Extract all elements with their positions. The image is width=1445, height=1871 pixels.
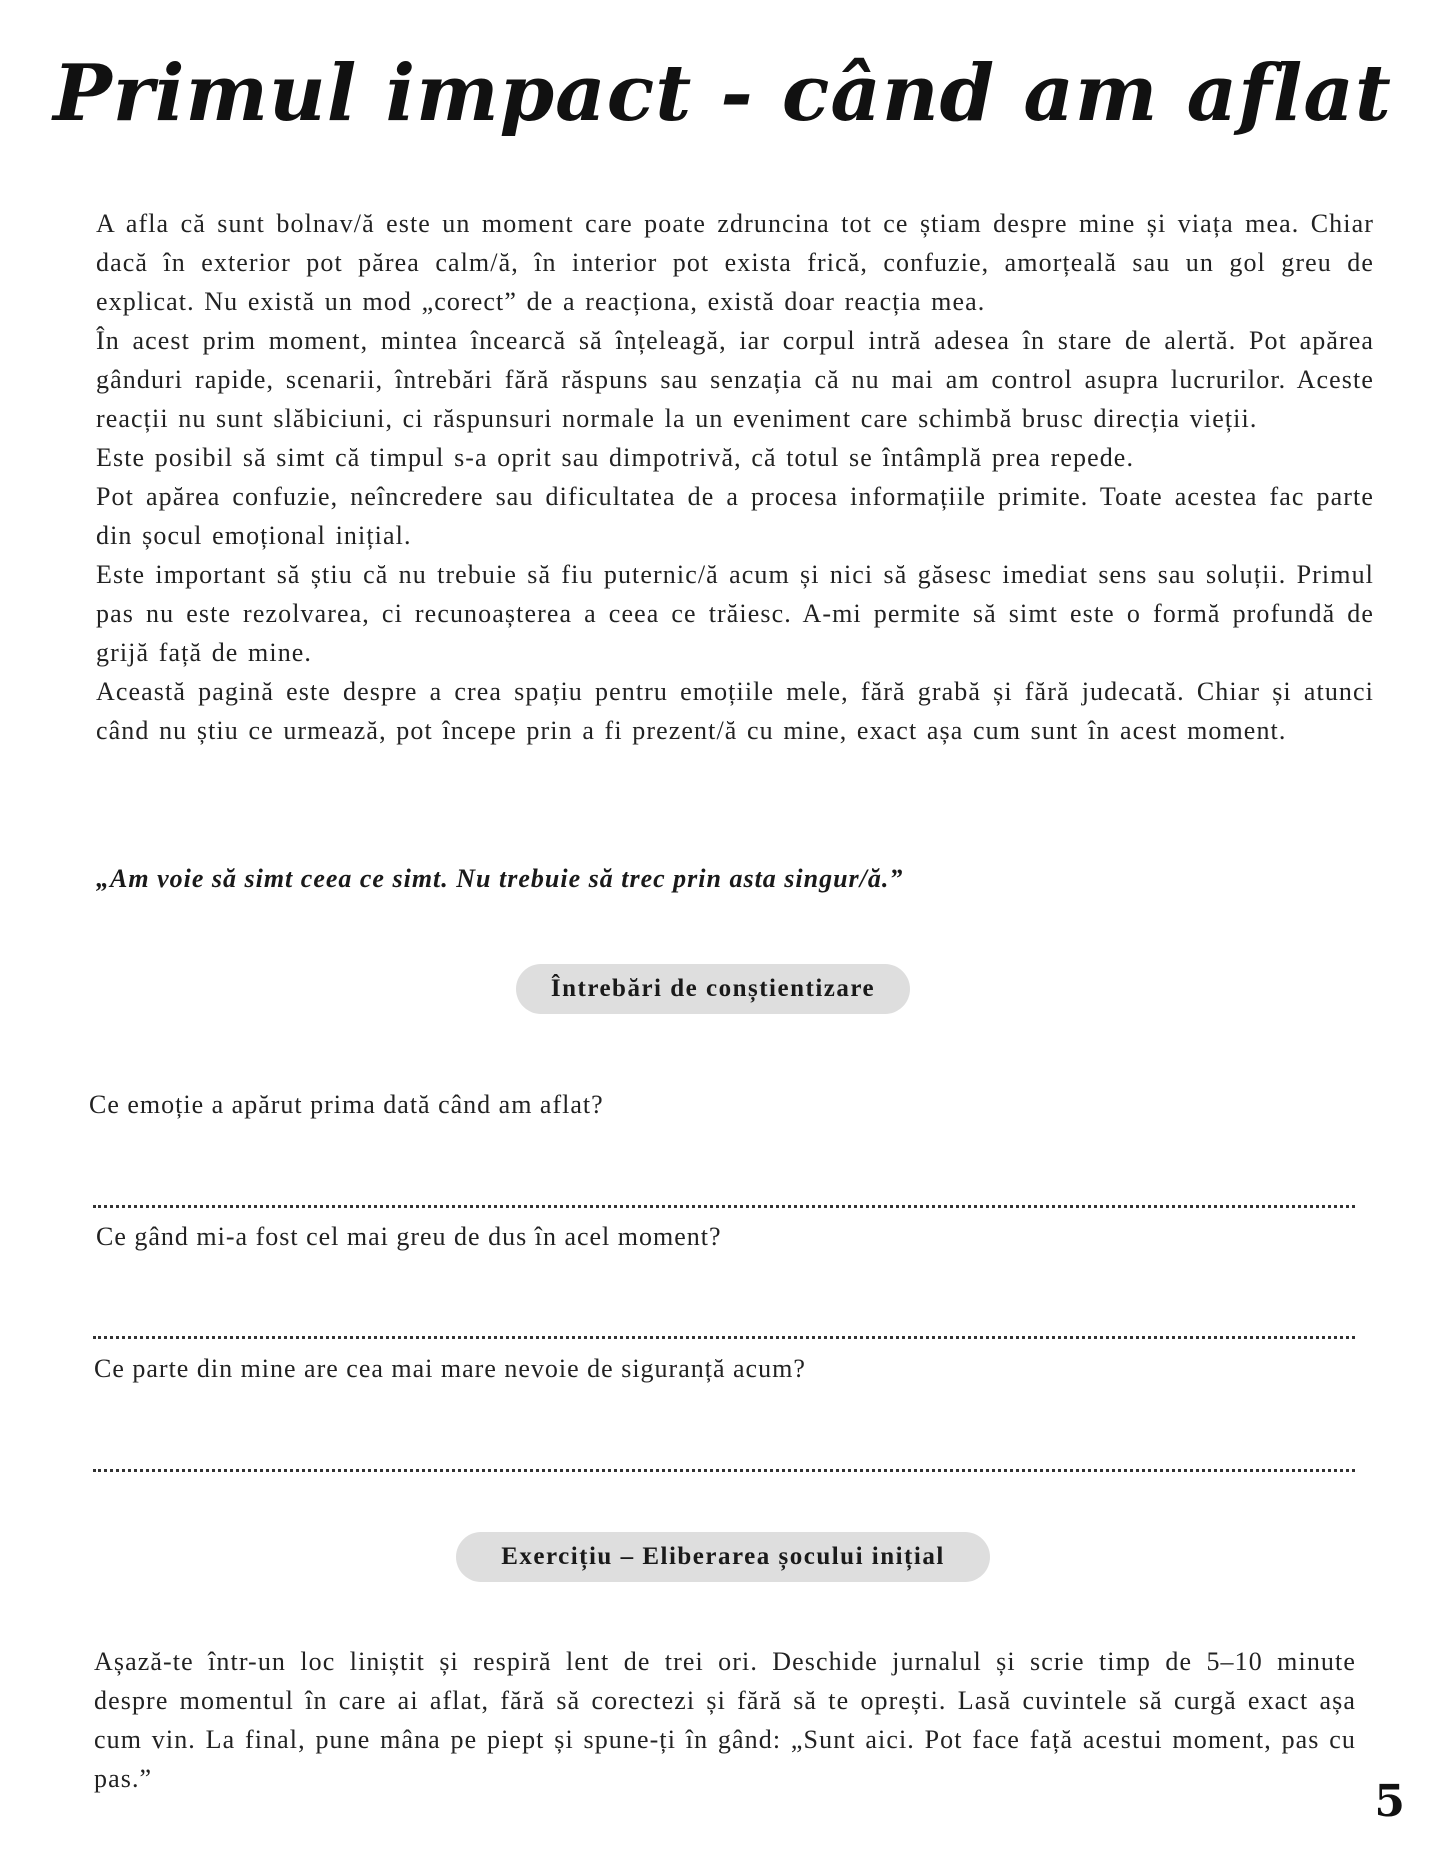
question-1: Ce emoție a apărut prima dată când am aflat?	[89, 1090, 604, 1119]
question-3: Ce parte din mine are cea mai mare nevoie de siguranță acum?	[94, 1354, 806, 1383]
intro-paragraph: În acest prim moment, mintea încearcă să înțeleagă, iar corpul intră adesea în stare de alertă. Pot apărea gânduri rapide, scenarii, întrebări fără răspuns sau senzația că nu mai am control asupra lucrurilor. Aceste reacții nu sunt slăbiciuni, ci răspunsuri normale la un eveniment care schimbă brusc direcția vieții.	[96, 326, 1374, 433]
page-title: Primul impact - când am aflat	[53, 48, 1392, 139]
exercise-section-label: Exercițiu – Eliberarea șocului inițial	[456, 1532, 990, 1582]
intro-paragraph: Pot apărea confuzie, neîncredere sau dificultatea de a procesa informațiile primite. Toate acestea fac parte din șocul emoțional inițial.	[96, 482, 1374, 550]
question-2: Ce gând mi-a fost cel mai greu de dus în acel moment?	[96, 1222, 722, 1251]
intro-paragraph: Este posibil să simt că timpul s-a oprit sau dimpotrivă, că totul se întâmplă prea repede.	[96, 443, 1135, 472]
intro-paragraph: A afla că sunt bolnav/ă este un moment care poate zdruncina tot ce știam despre mine și viața mea. Chiar dacă în exterior pot părea calm/ă, în interior pot exista frică, confuzie, amorțeală sau un gol greu de explicat. Nu există un mod „corect” de a reacționa, există doar reacția mea.	[96, 209, 1374, 316]
answer-line-3[interactable]	[93, 1469, 1355, 1472]
intro-paragraph: Este important să știu că nu trebuie să fiu puternic/ă acum și nici să găsesc imediat sens sau soluții. Primul pas nu este rezolvarea, ci recunoașterea a ceea ce trăiesc. A-mi permite să simt este o formă profundă de grijă față de mine.	[96, 560, 1374, 667]
intro-paragraph: Această pagină este despre a crea spațiu pentru emoțiile mele, fără grabă și fără judecată. Chiar și atunci când nu știu ce urmează, pot începe prin a fi prezent/ă cu mine, exact așa cum sunt în acest moment.	[96, 677, 1374, 745]
answer-line-2[interactable]	[93, 1336, 1355, 1339]
affirmation-quote: „Am voie să simt ceea ce simt. Nu trebuie să trec prin asta singur/ă.”	[96, 864, 904, 893]
page-number: 5	[1374, 1776, 1405, 1827]
intro-text	[96, 204, 1374, 750]
awareness-section-label: Întrebări de conștientizare	[516, 964, 910, 1014]
answer-line-1[interactable]	[93, 1205, 1355, 1208]
exercise-text: Așază-te într-un loc liniștit și respiră lent de trei ori. Deschide jurnalul și scrie timp de 5–10 minute despre momentul în care ai aflat, fără să corectezi și fără să te oprești. Lasă cuvintele să curgă exact așa cum vin. La final, pune mâna pe piept și spune-ți în gând: „Sunt aici. Pot face față acestui moment, pas cu pas.”	[94, 1647, 1356, 1793]
